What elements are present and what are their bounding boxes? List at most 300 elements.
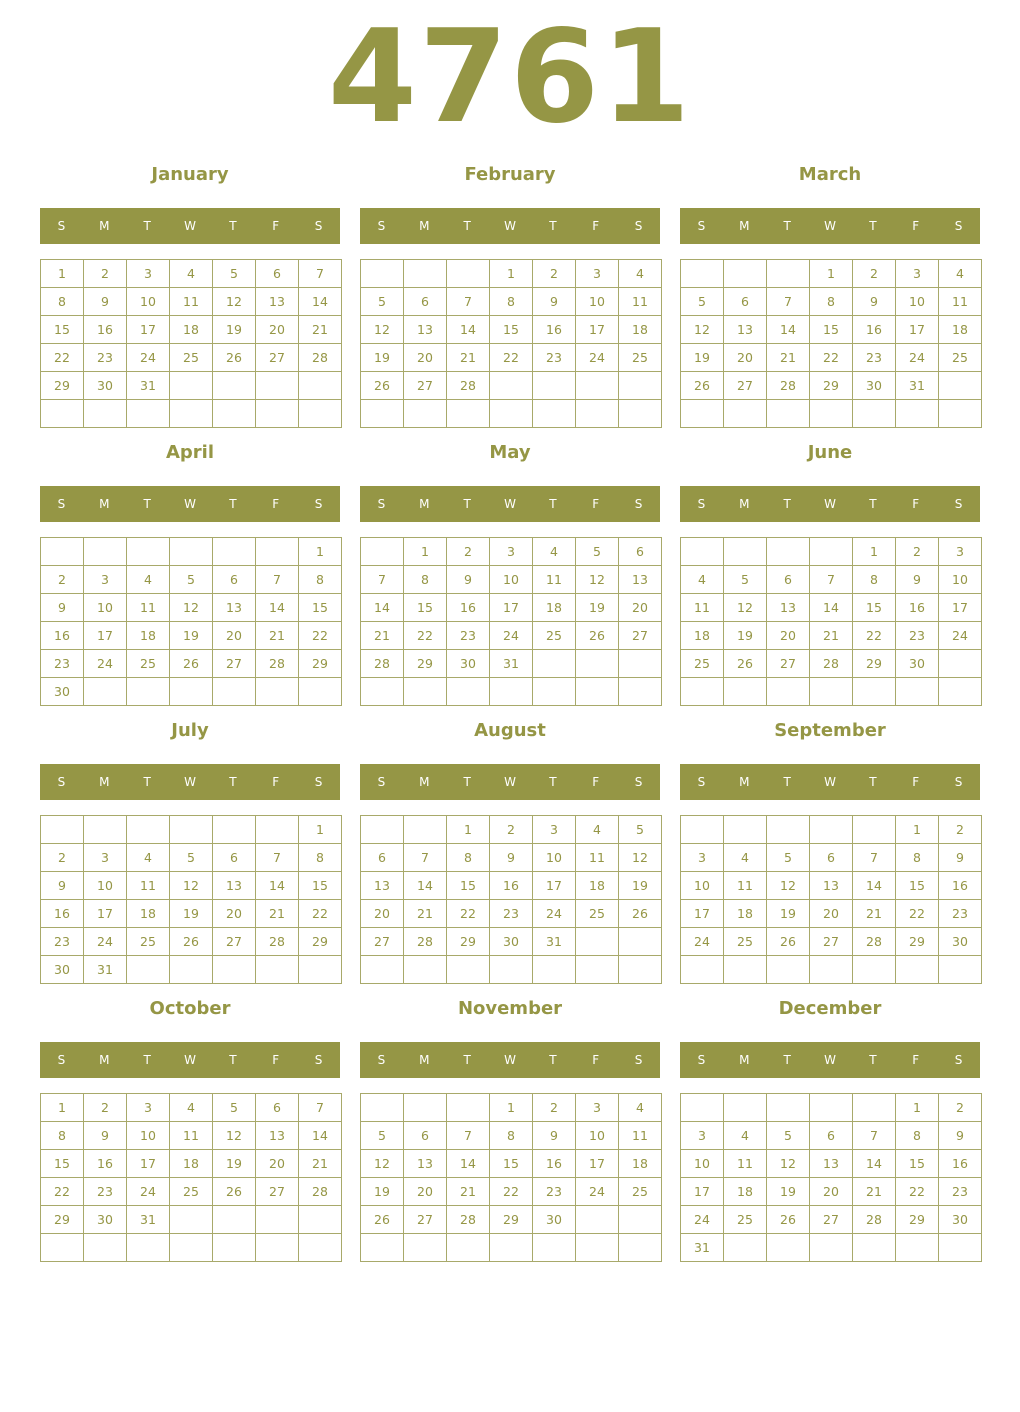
day-cell: 18 [170, 1150, 213, 1178]
weekday-label: F [592, 1053, 600, 1067]
week-row [361, 1206, 662, 1234]
empty-day-cell [619, 400, 662, 428]
day-cell: 18 [576, 872, 619, 900]
week-row [41, 1178, 342, 1206]
week-row [361, 538, 662, 566]
day-cell: 4 [619, 1094, 662, 1122]
day-cell: 11 [170, 1122, 213, 1150]
weekday-label: S [314, 497, 323, 511]
weekday-header [360, 486, 660, 522]
day-cell: 4 [170, 260, 213, 288]
empty-day-cell [853, 956, 896, 984]
day-cell: 24 [490, 622, 533, 650]
day-cell: 19 [576, 594, 619, 622]
empty-day-cell [447, 260, 490, 288]
empty-day-cell [619, 956, 662, 984]
empty-day-cell [939, 372, 982, 400]
day-cell: 20 [619, 594, 662, 622]
day-cell: 22 [404, 622, 447, 650]
day-cell: 23 [41, 928, 84, 956]
day-cell: 20 [404, 344, 447, 372]
week-row [41, 650, 342, 678]
day-cell: 22 [810, 344, 853, 372]
day-cell: 9 [84, 288, 127, 316]
day-cell: 11 [127, 594, 170, 622]
day-cell: 1 [447, 816, 490, 844]
day-cell: 3 [84, 844, 127, 872]
day-cell: 12 [724, 594, 767, 622]
month-name: October [149, 998, 231, 1019]
empty-day-cell [619, 650, 662, 678]
day-cell: 4 [533, 538, 576, 566]
day-cell: 27 [213, 928, 256, 956]
day-cell: 6 [213, 844, 256, 872]
day-cell: 5 [619, 816, 662, 844]
day-cell: 11 [533, 566, 576, 594]
week-row [681, 316, 982, 344]
empty-day-cell [853, 678, 896, 706]
day-cell: 10 [576, 1122, 619, 1150]
day-cell: 12 [576, 566, 619, 594]
empty-day-cell [447, 400, 490, 428]
day-cell: 19 [681, 344, 724, 372]
empty-day-cell [681, 816, 724, 844]
day-cell: 17 [84, 622, 127, 650]
day-grid [40, 259, 342, 428]
day-cell: 8 [490, 1122, 533, 1150]
day-cell: 30 [41, 956, 84, 984]
week-row [681, 372, 982, 400]
weekday-label: S [314, 1053, 323, 1067]
day-cell: 9 [447, 566, 490, 594]
empty-day-cell [724, 1234, 767, 1262]
day-cell: 2 [896, 538, 939, 566]
week-row [361, 928, 662, 956]
day-cell: 10 [681, 1150, 724, 1178]
week-row [361, 260, 662, 288]
empty-day-cell [533, 650, 576, 678]
empty-day-cell [256, 400, 299, 428]
week-row [41, 344, 342, 372]
week-row [681, 260, 982, 288]
day-cell: 28 [853, 1206, 896, 1234]
day-cell: 16 [41, 622, 84, 650]
weekday-label: W [504, 1053, 516, 1067]
empty-day-cell [619, 1206, 662, 1234]
empty-day-cell [447, 678, 490, 706]
empty-day-cell [576, 650, 619, 678]
day-cell: 21 [361, 622, 404, 650]
weekday-label: M [99, 497, 110, 511]
day-cell: 14 [810, 594, 853, 622]
empty-day-cell [404, 816, 447, 844]
day-cell: 23 [84, 1178, 127, 1206]
day-cell: 9 [490, 844, 533, 872]
day-cell: 23 [853, 344, 896, 372]
week-row [41, 400, 342, 428]
weekday-label: F [272, 219, 280, 233]
empty-day-cell [256, 956, 299, 984]
weekday-label: W [184, 219, 196, 233]
week-row [681, 622, 982, 650]
day-cell: 16 [939, 1150, 982, 1178]
week-row [41, 956, 342, 984]
empty-day-cell [767, 816, 810, 844]
day-cell: 24 [84, 928, 127, 956]
day-cell: 10 [533, 844, 576, 872]
weekday-label: M [99, 219, 110, 233]
day-cell: 29 [41, 372, 84, 400]
day-cell: 7 [404, 844, 447, 872]
day-grid [40, 815, 342, 984]
day-cell: 4 [939, 260, 982, 288]
day-cell: 24 [896, 344, 939, 372]
empty-day-cell [724, 260, 767, 288]
empty-day-cell [41, 1234, 84, 1262]
day-cell: 7 [447, 1122, 490, 1150]
empty-day-cell [576, 1234, 619, 1262]
day-cell: 14 [404, 872, 447, 900]
day-cell: 1 [41, 1094, 84, 1122]
empty-day-cell [767, 1234, 810, 1262]
weekday-label: T [869, 219, 877, 233]
day-cell: 22 [853, 622, 896, 650]
day-cell: 9 [41, 594, 84, 622]
week-row [361, 344, 662, 372]
week-row [681, 816, 982, 844]
day-cell: 26 [361, 1206, 404, 1234]
weekday-header [680, 1042, 980, 1078]
day-cell: 7 [256, 844, 299, 872]
weekday-header [40, 486, 340, 522]
day-cell: 14 [361, 594, 404, 622]
day-cell: 22 [299, 622, 342, 650]
weekday-label: S [954, 1053, 963, 1067]
day-cell: 25 [127, 928, 170, 956]
day-cell: 20 [256, 316, 299, 344]
weekday-label: W [824, 497, 836, 511]
day-cell: 26 [681, 372, 724, 400]
empty-day-cell [127, 538, 170, 566]
day-cell: 19 [767, 900, 810, 928]
week-row [41, 1094, 342, 1122]
week-row [361, 1178, 662, 1206]
week-row [361, 900, 662, 928]
day-cell: 6 [213, 566, 256, 594]
day-cell: 27 [213, 650, 256, 678]
day-cell: 3 [681, 1122, 724, 1150]
empty-day-cell [299, 956, 342, 984]
weekday-label: T [783, 1053, 791, 1067]
month-name: November [457, 998, 563, 1019]
day-cell: 23 [490, 900, 533, 928]
empty-day-cell [810, 678, 853, 706]
week-row [361, 816, 662, 844]
day-cell: 25 [170, 1178, 213, 1206]
day-cell: 27 [404, 1206, 447, 1234]
day-cell: 24 [939, 622, 982, 650]
empty-day-cell [84, 678, 127, 706]
day-cell: 6 [619, 538, 662, 566]
empty-day-cell [170, 816, 213, 844]
empty-day-cell [361, 400, 404, 428]
day-cell: 3 [533, 816, 576, 844]
empty-day-cell [896, 400, 939, 428]
day-cell: 6 [810, 844, 853, 872]
empty-day-cell [681, 400, 724, 428]
day-cell: 18 [681, 622, 724, 650]
empty-day-cell [404, 1234, 447, 1262]
day-cell: 23 [447, 622, 490, 650]
day-cell: 27 [256, 344, 299, 372]
day-cell: 20 [810, 1178, 853, 1206]
empty-day-cell [576, 956, 619, 984]
weekday-header [40, 208, 340, 244]
day-cell: 20 [404, 1178, 447, 1206]
day-cell: 22 [447, 900, 490, 928]
month-name: July [171, 720, 209, 741]
day-cell: 31 [127, 372, 170, 400]
day-cell: 18 [127, 900, 170, 928]
day-cell: 26 [576, 622, 619, 650]
weekday-label: M [739, 497, 750, 511]
day-cell: 21 [853, 900, 896, 928]
week-row [41, 816, 342, 844]
day-cell: 5 [170, 566, 213, 594]
day-cell: 12 [767, 872, 810, 900]
day-cell: 8 [896, 1122, 939, 1150]
weekday-label: W [824, 1053, 836, 1067]
day-cell: 18 [127, 622, 170, 650]
day-cell: 1 [299, 816, 342, 844]
week-row [361, 678, 662, 706]
day-cell: 2 [939, 1094, 982, 1122]
day-cell: 11 [170, 288, 213, 316]
weekday-label: T [143, 219, 151, 233]
day-cell: 31 [681, 1234, 724, 1262]
empty-day-cell [490, 956, 533, 984]
empty-day-cell [256, 538, 299, 566]
empty-day-cell [256, 816, 299, 844]
week-row [681, 844, 982, 872]
weekday-label: T [549, 497, 557, 511]
empty-day-cell [576, 678, 619, 706]
week-row [681, 594, 982, 622]
empty-day-cell [767, 1094, 810, 1122]
empty-day-cell [170, 1234, 213, 1262]
week-row [681, 538, 982, 566]
day-cell: 3 [939, 538, 982, 566]
day-cell: 11 [939, 288, 982, 316]
empty-day-cell [84, 1234, 127, 1262]
day-grid [360, 815, 662, 984]
week-row [361, 400, 662, 428]
day-cell: 22 [299, 900, 342, 928]
day-cell: 28 [767, 372, 810, 400]
empty-day-cell [256, 1206, 299, 1234]
day-cell: 22 [490, 1178, 533, 1206]
day-cell: 12 [213, 1122, 256, 1150]
weekday-label: S [954, 775, 963, 789]
week-row [361, 288, 662, 316]
day-cell: 18 [619, 316, 662, 344]
day-cell: 26 [619, 900, 662, 928]
day-cell: 9 [533, 1122, 576, 1150]
day-grid [40, 537, 342, 706]
day-cell: 3 [490, 538, 533, 566]
day-cell: 1 [810, 260, 853, 288]
day-cell: 12 [361, 1150, 404, 1178]
day-cell: 1 [299, 538, 342, 566]
day-cell: 28 [299, 1178, 342, 1206]
day-cell: 3 [576, 1094, 619, 1122]
day-cell: 7 [256, 566, 299, 594]
day-cell: 28 [447, 372, 490, 400]
day-cell: 15 [404, 594, 447, 622]
day-cell: 17 [127, 316, 170, 344]
day-cell: 20 [810, 900, 853, 928]
day-cell: 17 [576, 316, 619, 344]
empty-day-cell [724, 956, 767, 984]
weekday-label: S [377, 219, 386, 233]
empty-day-cell [41, 538, 84, 566]
weekday-label: S [634, 1053, 643, 1067]
day-cell: 11 [127, 872, 170, 900]
empty-day-cell [576, 400, 619, 428]
empty-day-cell [213, 956, 256, 984]
weekday-label: S [57, 219, 66, 233]
day-cell: 10 [84, 594, 127, 622]
day-cell: 20 [767, 622, 810, 650]
day-cell: 17 [490, 594, 533, 622]
day-cell: 21 [256, 622, 299, 650]
day-cell: 30 [84, 1206, 127, 1234]
day-cell: 25 [127, 650, 170, 678]
day-cell: 9 [853, 288, 896, 316]
day-cell: 19 [361, 344, 404, 372]
day-cell: 1 [404, 538, 447, 566]
day-cell: 9 [533, 288, 576, 316]
week-row [361, 594, 662, 622]
day-cell: 25 [533, 622, 576, 650]
empty-day-cell [361, 816, 404, 844]
weekday-label: W [184, 1053, 196, 1067]
day-cell: 8 [41, 1122, 84, 1150]
week-row [681, 678, 982, 706]
empty-day-cell [810, 538, 853, 566]
day-cell: 7 [361, 566, 404, 594]
day-cell: 7 [853, 1122, 896, 1150]
weekday-label: T [549, 1053, 557, 1067]
day-grid [680, 537, 982, 706]
empty-day-cell [299, 1206, 342, 1234]
day-cell: 24 [127, 344, 170, 372]
day-cell: 10 [127, 288, 170, 316]
weekday-label: T [463, 1053, 471, 1067]
empty-day-cell [127, 956, 170, 984]
weekday-label: T [463, 219, 471, 233]
empty-day-cell [810, 816, 853, 844]
day-cell: 2 [447, 538, 490, 566]
empty-day-cell [299, 400, 342, 428]
day-cell: 2 [490, 816, 533, 844]
week-row [41, 872, 342, 900]
day-cell: 4 [724, 1122, 767, 1150]
empty-day-cell [170, 956, 213, 984]
day-cell: 25 [170, 344, 213, 372]
weekday-label: M [419, 1053, 430, 1067]
day-cell: 28 [256, 928, 299, 956]
day-cell: 1 [853, 538, 896, 566]
day-cell: 26 [170, 650, 213, 678]
day-cell: 8 [810, 288, 853, 316]
day-cell: 27 [810, 1206, 853, 1234]
empty-day-cell [896, 956, 939, 984]
weekday-label: T [463, 775, 471, 789]
day-cell: 2 [939, 816, 982, 844]
month-name: May [489, 442, 531, 463]
day-cell: 10 [84, 872, 127, 900]
empty-day-cell [619, 678, 662, 706]
day-cell: 7 [299, 260, 342, 288]
day-cell: 9 [84, 1122, 127, 1150]
week-row [361, 956, 662, 984]
month-name: April [165, 442, 215, 463]
day-cell: 27 [361, 928, 404, 956]
day-cell: 25 [619, 344, 662, 372]
empty-day-cell [490, 678, 533, 706]
day-cell: 4 [576, 816, 619, 844]
day-cell: 4 [619, 260, 662, 288]
day-cell: 3 [127, 1094, 170, 1122]
week-row [41, 1234, 342, 1262]
day-cell: 3 [681, 844, 724, 872]
day-cell: 14 [447, 316, 490, 344]
day-cell: 2 [84, 260, 127, 288]
day-cell: 31 [84, 956, 127, 984]
day-cell: 22 [896, 900, 939, 928]
day-cell: 5 [213, 260, 256, 288]
weekday-header [360, 208, 660, 244]
day-cell: 12 [213, 288, 256, 316]
day-cell: 5 [213, 1094, 256, 1122]
weekday-label: S [697, 497, 706, 511]
weekday-label: S [697, 775, 706, 789]
day-cell: 19 [619, 872, 662, 900]
day-cell: 26 [361, 372, 404, 400]
day-cell: 24 [127, 1178, 170, 1206]
week-row [41, 316, 342, 344]
week-row [361, 872, 662, 900]
day-cell: 13 [724, 316, 767, 344]
day-cell: 21 [299, 1150, 342, 1178]
weekday-label: T [229, 497, 237, 511]
empty-day-cell [810, 400, 853, 428]
weekday-label: W [504, 219, 516, 233]
weekday-header [680, 764, 980, 800]
day-cell: 4 [724, 844, 767, 872]
weekday-label: W [824, 775, 836, 789]
weekday-label: S [634, 219, 643, 233]
month-name: September [774, 720, 886, 741]
day-cell: 8 [490, 288, 533, 316]
day-cell: 6 [256, 260, 299, 288]
empty-day-cell [361, 1234, 404, 1262]
day-cell: 3 [127, 260, 170, 288]
day-cell: 4 [127, 566, 170, 594]
day-cell: 22 [41, 344, 84, 372]
day-cell: 29 [41, 1206, 84, 1234]
